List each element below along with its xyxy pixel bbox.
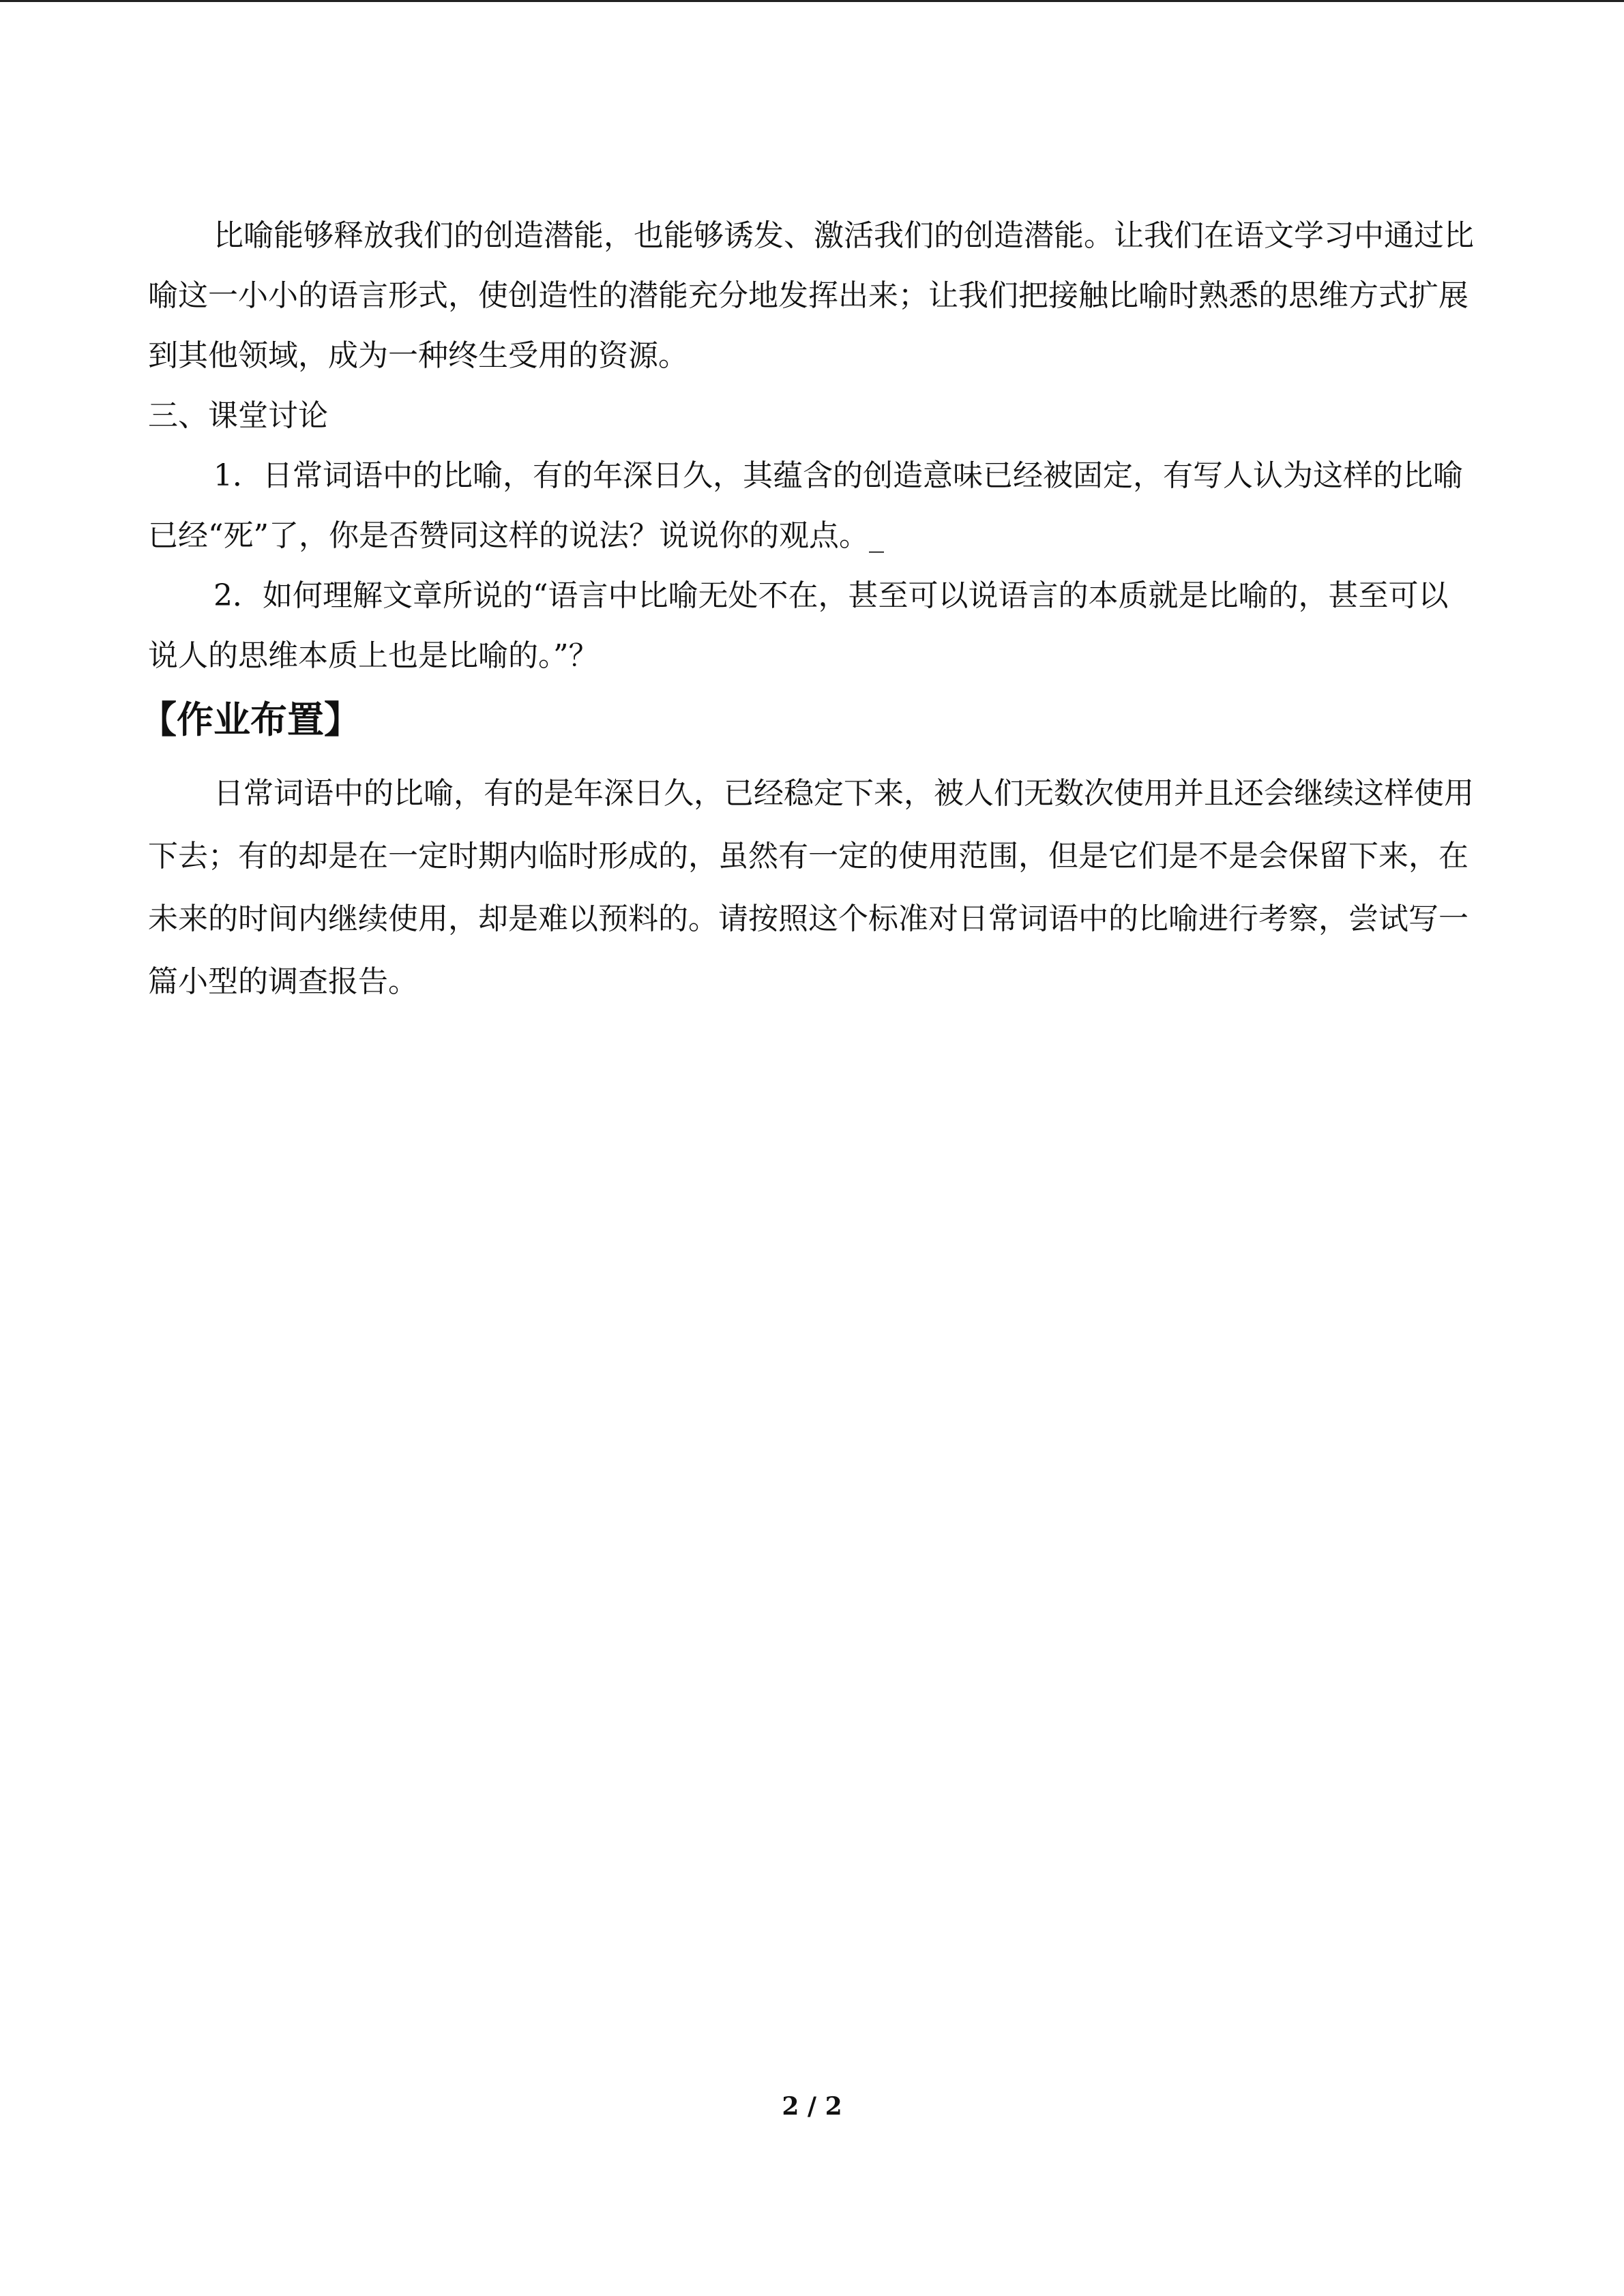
top-border-line <box>0 0 1624 2</box>
section-title: 三、课堂讨论 <box>148 398 328 433</box>
homework-paragraph: 日常词语中的比喻，有的是年深日久，已经稳定下来，被人们无数次使用并且还会继续这样使用下去；有的却是在一定时期内临时形成的，虽然有一定的使用范围，但是它们是不是会保留下来，在未来的时间内继续使用，却是难以预料的。请按照这个标准对日常词语中的比喻进行考察，尝试写一篇小型的调查报告。 <box>148 776 1474 999</box>
question-2: 2．如何理解文章所说的“语言中比喻无处不在，甚至可以说语言的本质就是比喻的，甚至可以说人的思维本质上也是比喻的。”？ <box>148 578 1449 673</box>
intro-paragraph: 比喻能够释放我们的创造潜能，也能够诱发、激活我们的创造潜能。让我们在语文学习中通过比喻这一小小的语言形式，使创造性的潜能充分地发挥出来；让我们把接触比喻时熟悉的思维方式扩展到其他领域，成为一种终生受用的资源。 <box>148 218 1474 373</box>
page-number: 2 / 2 <box>782 2092 842 2121</box>
homework-heading: 【作业布置】 <box>140 698 361 741</box>
question-1: 1．日常词语中的比喻，有的年深日久，其蕴含的创造意味已经被固定，有写人认为这样的比喻已经“死”了，你是否赞同这样的说法？说说你的观点。_ <box>148 458 1463 553</box>
document-body <box>140 206 1477 1013</box>
